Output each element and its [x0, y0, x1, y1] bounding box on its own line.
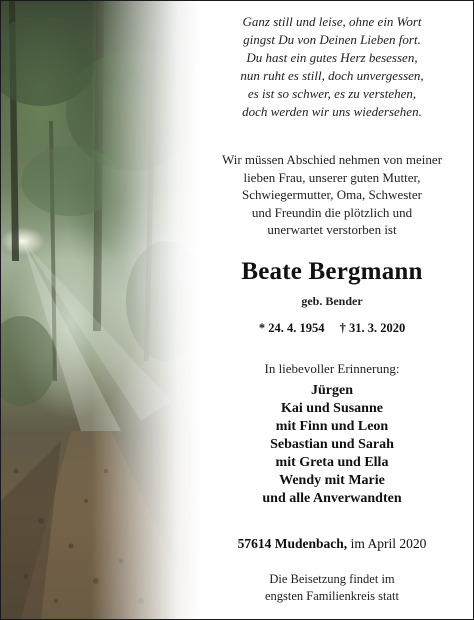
- poem-line: Ganz still und leise, ohne ein Wort: [242, 14, 422, 29]
- burial-line: Die Beisetzung findet im: [269, 572, 395, 586]
- family-line: und alle Anverwandten: [262, 491, 402, 506]
- photo-fade-overlay: [1, 1, 201, 619]
- birth-date: * 24. 4. 1954: [258, 321, 325, 335]
- life-dates: [191, 321, 473, 336]
- intro-line: Wir müssen Abschied nehmen von meiner: [221, 152, 443, 167]
- poem-line: nun ruht es still, doch unvergessen,: [240, 68, 424, 83]
- deceased-name: Beate Bergmann: [241, 258, 423, 285]
- intro-line: und Freundin die plötzlich und: [251, 204, 413, 220]
- poem-line: doch werden wir uns wiedersehen.: [242, 104, 422, 119]
- family-list: [191, 382, 473, 508]
- poem-line: Du hast ein gutes Herz besessen,: [246, 50, 418, 65]
- family-line: Sebastian und Sarah: [270, 437, 394, 452]
- notice-text: [191, 1, 473, 619]
- intro-line: Schwiegermutter, Oma, Schwester: [242, 187, 422, 202]
- family-line: Jürgen: [311, 383, 353, 398]
- poem-line: gingst Du von Deinen Lieben fort.: [243, 32, 421, 47]
- family-line: Kai und Susanne: [281, 401, 383, 416]
- place-date: im April 2020: [350, 536, 427, 551]
- place-and-date: [191, 536, 473, 552]
- farewell-intro: [191, 151, 473, 239]
- death-date: † 31. 3. 2020: [339, 321, 406, 335]
- intro-line: unerwartet verstorben ist: [267, 222, 397, 237]
- memory-line: In liebevoller Erinnerung:: [264, 361, 400, 376]
- burial-line: engsten Familienkreis statt: [264, 589, 399, 603]
- maiden-name: geb. Bender: [301, 294, 363, 308]
- family-line: mit Finn und Leon: [275, 419, 389, 434]
- burial-note: [191, 571, 473, 605]
- family-line: Wendy mit Marie: [279, 473, 385, 488]
- intro-line: lieben Frau, unserer guten Mutter,: [243, 169, 421, 185]
- family-line: mit Greta und Ella: [275, 455, 389, 470]
- poem-line: es ist so schwer, es zu verstehen,: [247, 86, 417, 101]
- place-location: 57614 Mudenbach,: [237, 536, 348, 551]
- poem: [191, 13, 473, 121]
